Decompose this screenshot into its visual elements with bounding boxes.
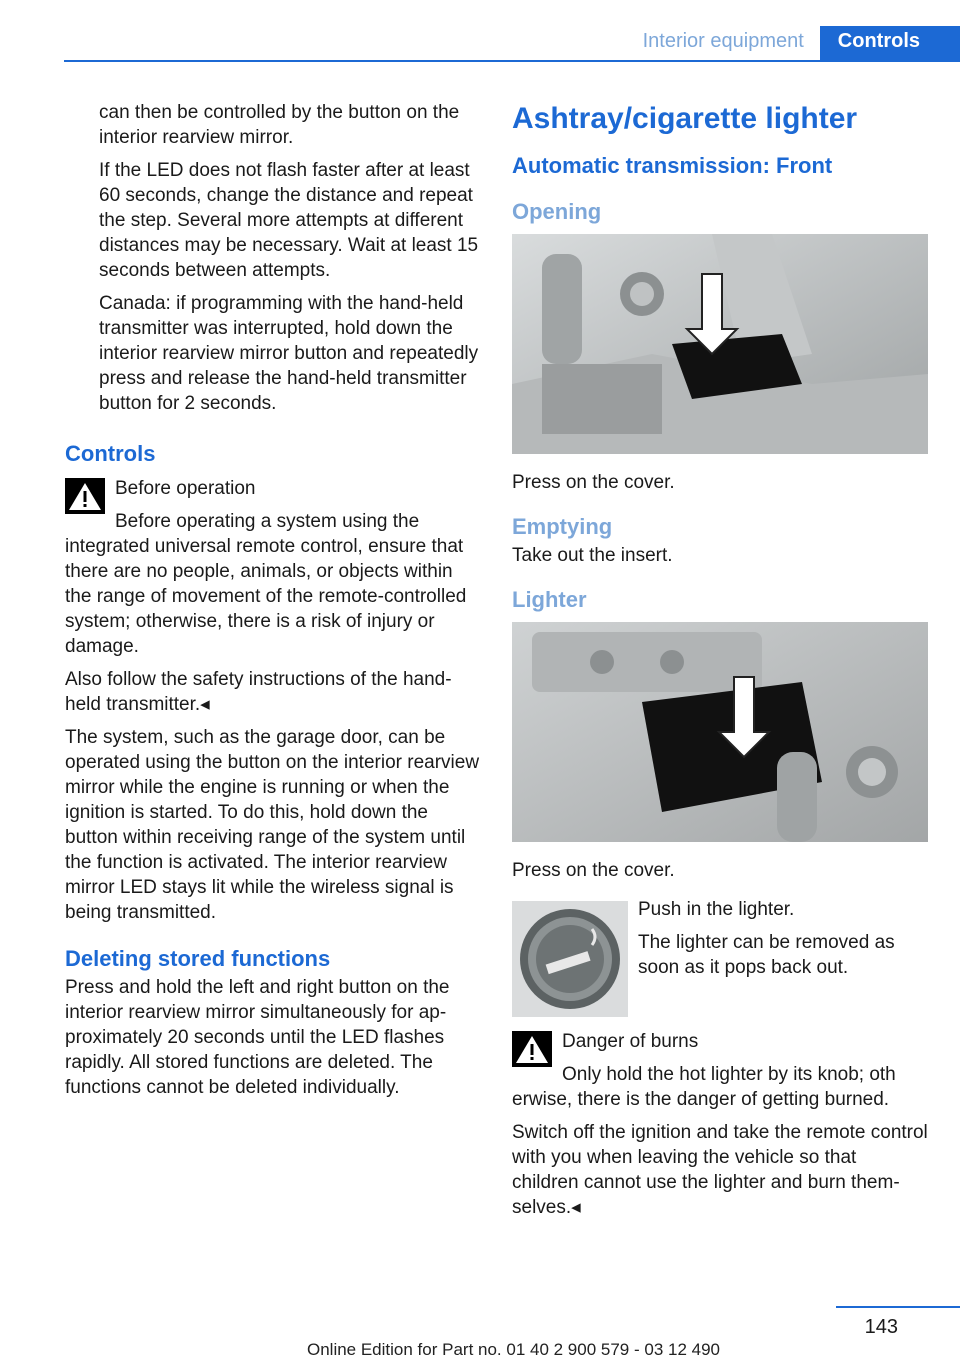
paragraph: If the LED does not flash faster after at least 60 seconds, change the distance and repeat the step. Several more attempts at different distances may be necessary. Wait at least 15 seconds between attempts. [99,160,479,281]
warning-icon [512,1031,552,1067]
paragraph: Also follow the safety instructions of the hand-held transmitter.◂ [65,669,452,715]
paragraph: Switch off the ignition and take the remote control with you when leaving the vehicle so that children cannot use the lighter and burn themselves.◂ [512,1122,928,1218]
warning-text: integrated universal remote control, ensure that there are no people, animals, or objects within the range of movement of the remote-controlled system; otherwise, there is a risk of injury or damage. [65,536,467,657]
paragraph: Push in the lighter. [638,899,795,920]
warning-block [65,476,481,659]
lighter-icon [512,901,628,1017]
paragraph: Press and hold the left and right button on the interior rearview mirror simultaneously for approximately 20 seconds until the LED flashes rapidly. All stored functions are deleted. The functions cannot be deleted individually. [65,977,450,1098]
section-label: Interior equipment [627,26,820,62]
paragraph: The system, such as the garage door, can be operated using the button on the interior rearview mirror while the engine is running or when the ignition is started. To do this, hold down the button within receiving range of the system until the function is activated. The interior rearview mirror LED stays lit while the wireless signal is being transmitted. [65,727,480,923]
lighter-cover-illustration [512,622,928,842]
right-column [512,100,928,1228]
page-number: 143 [864,1316,898,1338]
warning-text: erwise, there is the danger of getting burned. [512,1089,890,1110]
warning-title: Before operation [115,478,256,499]
burn-warning-block [512,1029,928,1112]
paragraph: can then be controlled by the button on the interior rearview mirror. [99,102,460,148]
edition-note: Online Edition for Part no. 01 40 2 900 579 - 03 12 490 [306,1340,720,1359]
paragraph: Canada: if programming with the hand-held transmitter was interrupted, hold down the interior rearview mirror button and repeatedly press and release the hand-held transmitter button for 2 seconds. [99,293,479,414]
header-tabs [627,26,960,62]
left-column [65,100,481,1108]
paragraph: Take out the insert. [512,545,673,566]
header-rule [64,60,960,62]
tab-controls: Controls [820,26,960,62]
section-title: Ashtray/cigarette lighter [512,102,858,135]
warning-text-first: Before operating a system using the [115,511,420,532]
ashtray-opening-illustration [512,234,928,454]
warning-title: Danger of burns [562,1031,699,1052]
emptying-heading: Emptying [512,514,613,539]
lighter-heading: Lighter [512,587,587,612]
caption: Press on the cover. [512,472,675,493]
warning-text-first: Only hold the hot lighter by its knob; oth [562,1064,896,1085]
opening-heading: Opening [512,199,602,224]
subsection-heading: Automatic transmission: Front [512,153,833,178]
paragraph: The lighter can be removed as soon as it pops back out. [638,932,895,978]
footer-rule [836,1306,960,1308]
lighter-instructions [512,897,928,1017]
warning-icon [65,478,105,514]
caption: Press on the cover. [512,860,675,881]
controls-heading: Controls [65,441,156,466]
delete-heading: Deleting stored functions [65,946,331,971]
